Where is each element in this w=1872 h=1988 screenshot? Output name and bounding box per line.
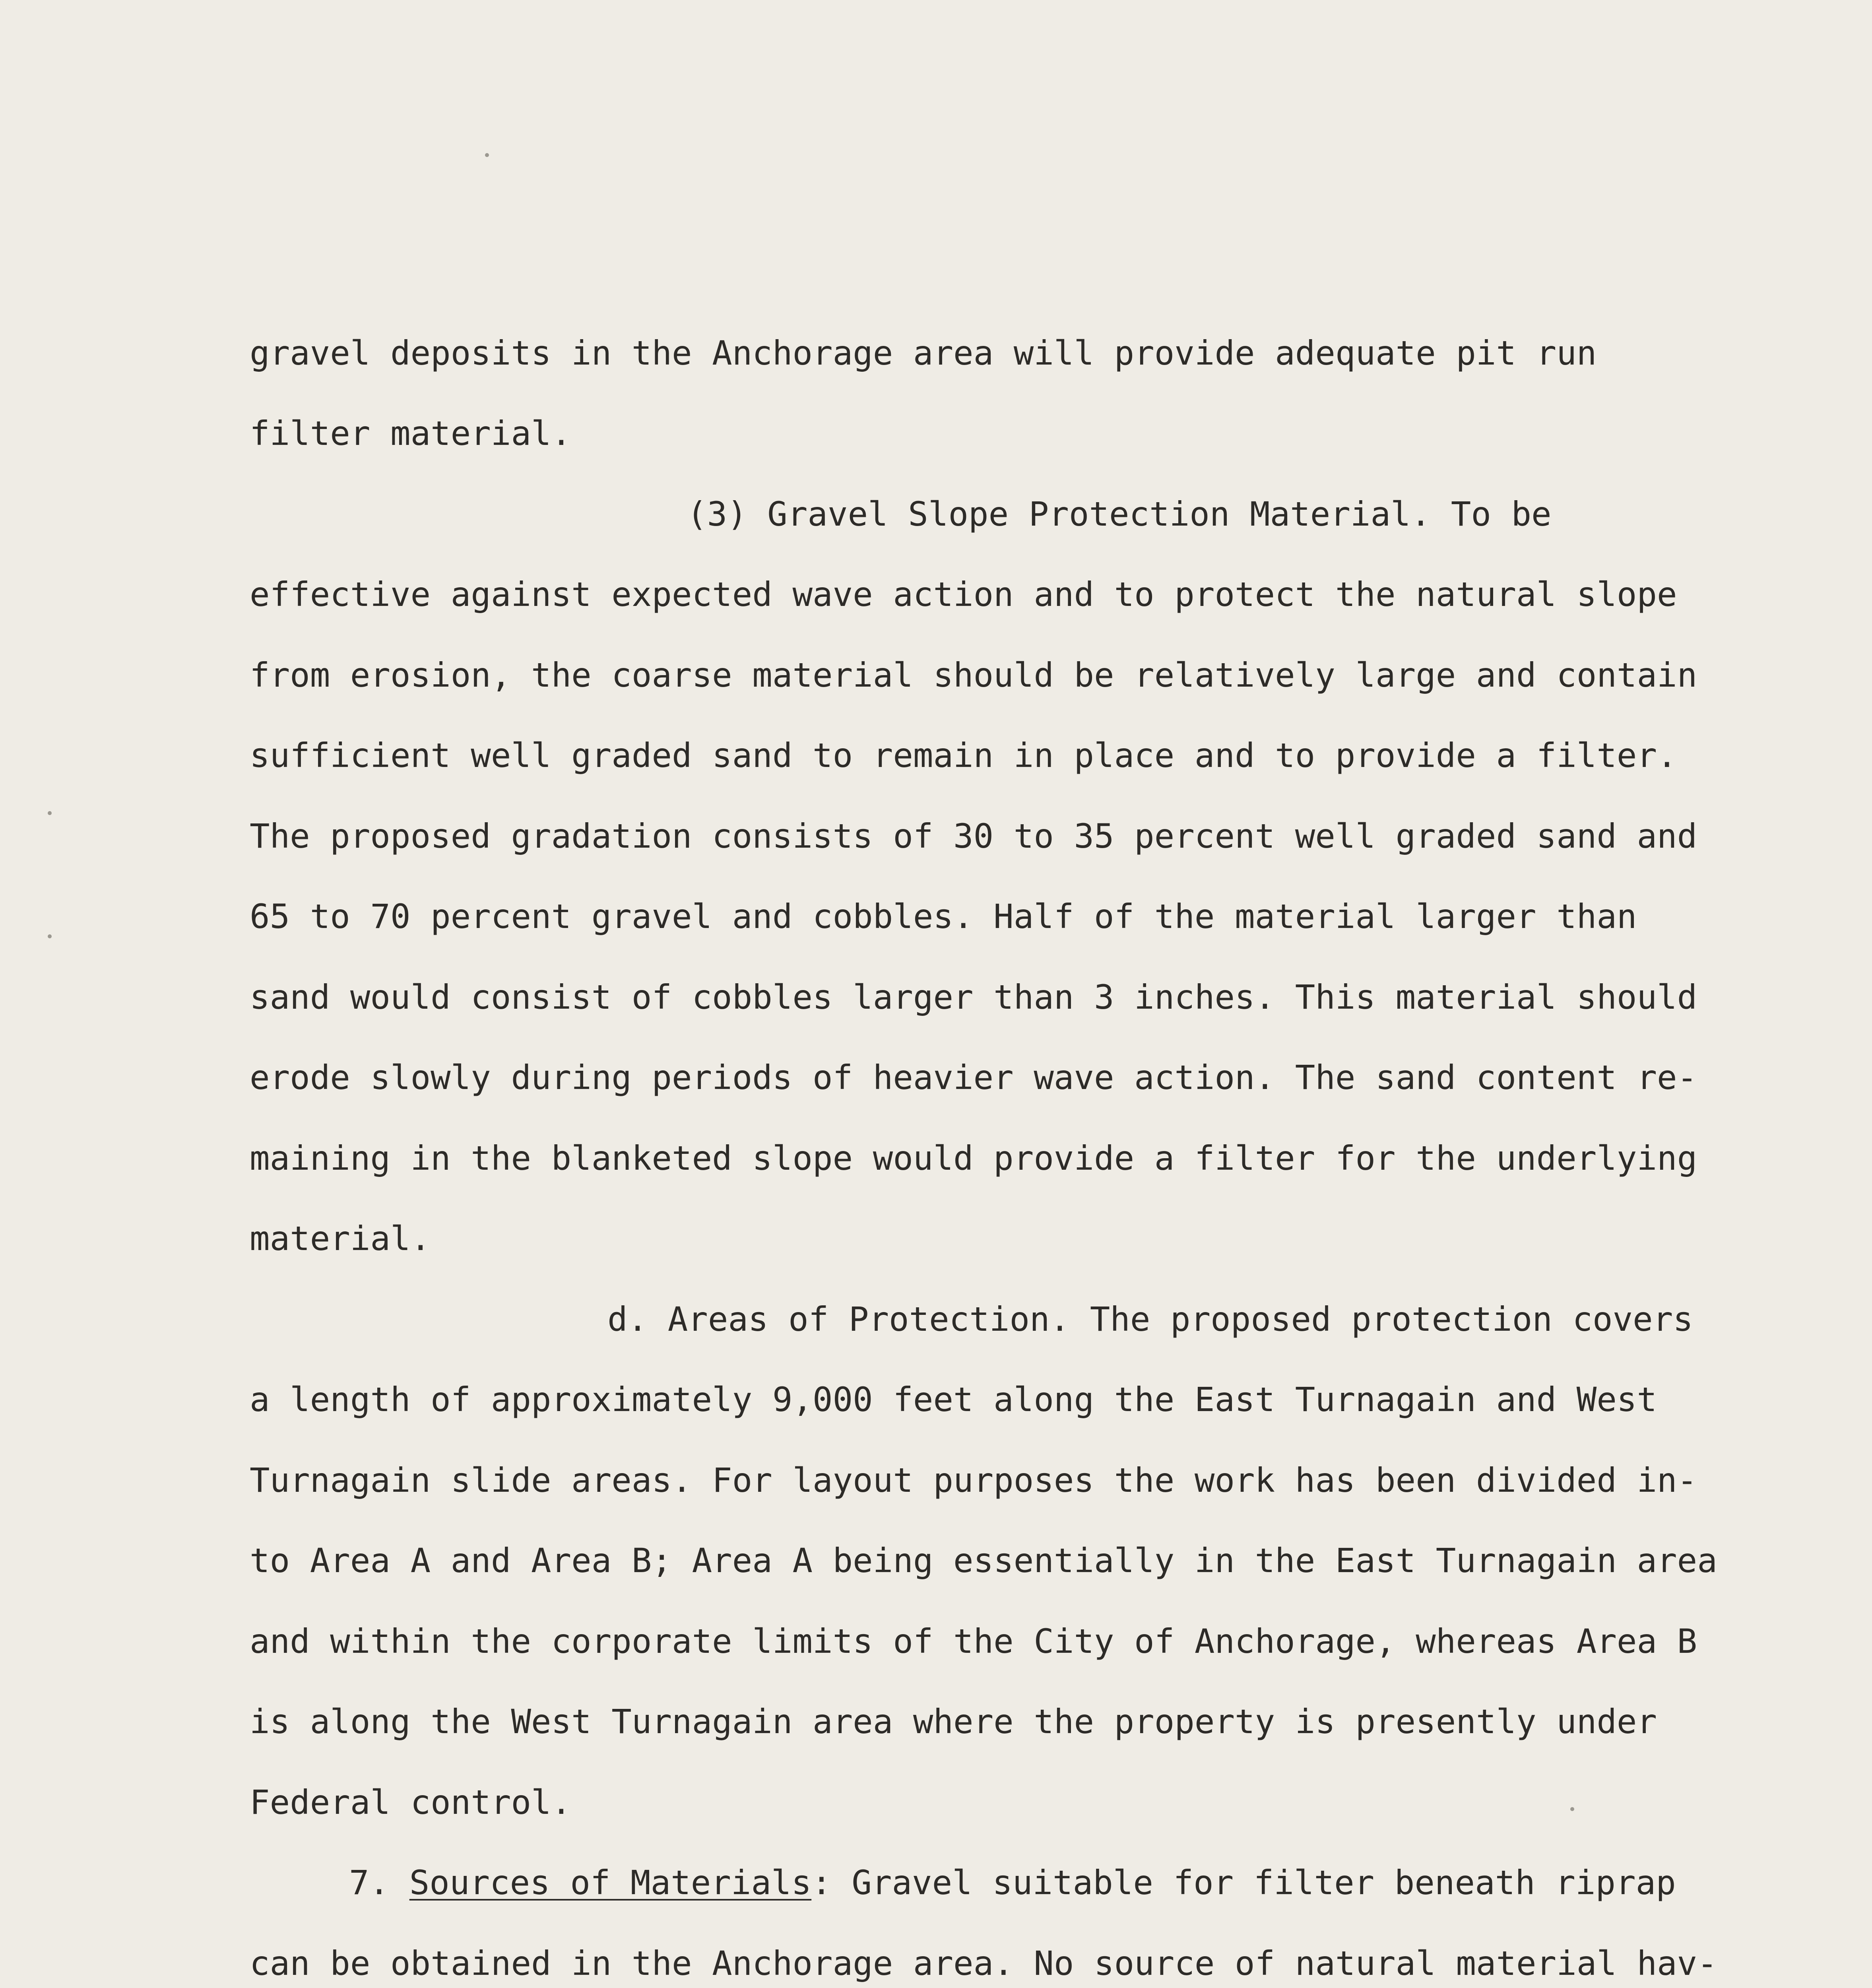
section-7-heading: Sources of Materials: [409, 1863, 812, 1902]
scan-speck: [48, 811, 52, 815]
section-7-number: 7.: [349, 1863, 390, 1902]
text-line-16: to Area A and Area B; Area A being essentially in the East Turnagain area: [250, 1541, 1717, 1580]
text-line-19: Federal control.: [250, 1783, 572, 1822]
text-line-3: (3) Gravel Slope Protection Material. To be: [687, 495, 1552, 534]
section-7-first-line-rest: Gravel suitable for filter beneath riprap: [831, 1863, 1676, 1902]
text-line-5: from erosion, the coarse material should be relatively large and contain: [250, 656, 1697, 695]
text-line-13: d. Areas of Protection. The proposed protection covers: [607, 1300, 1693, 1339]
section-7-first-line: [349, 1863, 1676, 1903]
text-line-9: sand would consist of cobbles larger than 3 inches. This material should: [250, 978, 1697, 1017]
section-7-line-2: can be obtained in the Anchorage area. No source of natural material hav-: [250, 1944, 1717, 1983]
text-line-11: maining in the blanketed slope would provide a filter for the underlying: [250, 1139, 1697, 1178]
scan-speck: [48, 934, 52, 938]
scan-speck: [1570, 1807, 1574, 1811]
section-7-colon: :: [811, 1863, 832, 1902]
text-line-8: 65 to 70 percent gravel and cobbles. Half of the material larger than: [250, 897, 1637, 936]
text-line-6: sufficient well graded sand to remain in place and to provide a filter.: [250, 736, 1677, 775]
text-line-15: Turnagain slide areas. For layout purposes the work has been divided in-: [250, 1461, 1697, 1500]
text-line-12: material.: [250, 1219, 431, 1258]
text-line-2: filter material.: [250, 414, 572, 453]
text-line-7: The proposed gradation consists of 30 to 35 percent well graded sand and: [250, 817, 1697, 856]
text-line-14: a length of approximately 9,000 feet along the East Turnagain and West: [250, 1380, 1657, 1419]
scan-speck: [485, 153, 489, 157]
text-line-18: is along the West Turnagain area where the property is presently under: [250, 1702, 1657, 1741]
text-line-1: gravel deposits in the Anchorage area will provide adequate pit run: [250, 334, 1597, 373]
text-line-4: effective against expected wave action and to protect the natural slope: [250, 575, 1677, 614]
text-line-10: erode slowly during periods of heavier wave action. The sand content re-: [250, 1058, 1697, 1097]
text-line-17: and within the corporate limits of the City of Anchorage, whereas Area B: [250, 1622, 1697, 1661]
